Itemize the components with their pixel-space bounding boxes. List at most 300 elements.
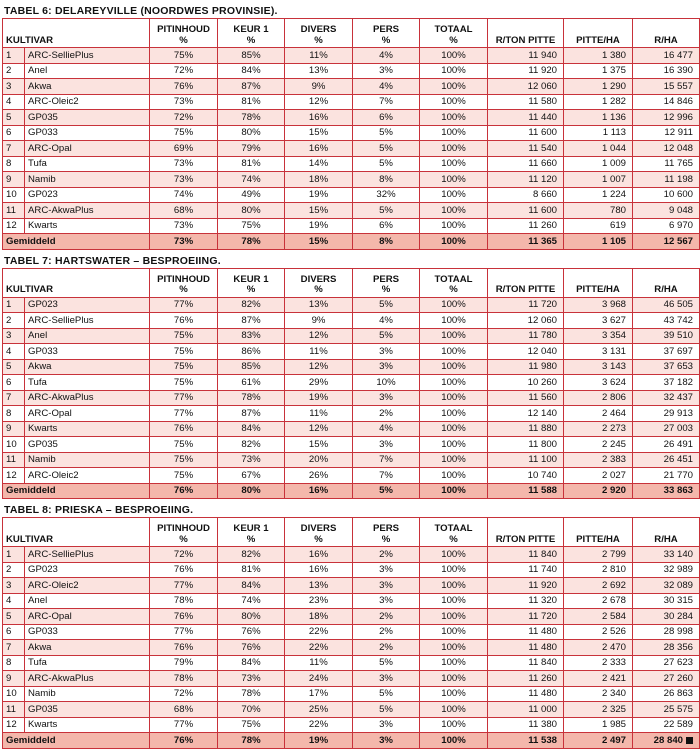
- table-row: [3, 686, 700, 702]
- table-cell: 9 048: [633, 203, 700, 219]
- table-cell: 37 182: [633, 375, 700, 391]
- table-cell: 76%: [150, 79, 218, 95]
- column-header: PERS %: [353, 19, 420, 48]
- table-cell: 3%: [353, 593, 420, 609]
- table-cell: 100%: [420, 110, 488, 126]
- average-value: 11 588: [528, 485, 558, 497]
- table-cell: 78%: [218, 390, 285, 406]
- table-cell: 3 968: [564, 297, 633, 313]
- table-cell: 67%: [218, 468, 285, 484]
- table-cell: 11 480: [488, 640, 564, 656]
- table-cell: 2: [3, 562, 25, 578]
- table-cell: Akwa: [25, 359, 150, 375]
- table-cell: 100%: [420, 328, 488, 344]
- table-cell: 81%: [218, 94, 285, 110]
- table-cell: 11 580: [488, 94, 564, 110]
- average-cell: [150, 733, 218, 749]
- average-value: 100%: [441, 734, 466, 746]
- table-section: [0, 0, 700, 250]
- table-row: [3, 717, 700, 733]
- average-cell: [218, 234, 285, 250]
- table-cell: 24%: [285, 671, 353, 687]
- column-header: DIVERS %: [285, 268, 353, 297]
- table-cell: 3 143: [564, 359, 633, 375]
- table-cell: 9%: [285, 79, 353, 95]
- table-section: [0, 499, 700, 749]
- table-cell: ARC-Opal: [25, 406, 150, 422]
- table-cell: 8: [3, 406, 25, 422]
- table-row: [3, 671, 700, 687]
- average-value: 5%: [379, 485, 393, 497]
- table-cell: 3%: [353, 390, 420, 406]
- table-cell: 12%: [285, 328, 353, 344]
- table-cell: 73%: [150, 94, 218, 110]
- table-cell: 85%: [218, 48, 285, 64]
- table-row: [3, 63, 700, 79]
- table-cell: 8: [3, 156, 25, 172]
- average-cell: [488, 483, 564, 499]
- average-value: 16%: [308, 485, 329, 497]
- average-cell: [353, 733, 420, 749]
- average-cell: [488, 234, 564, 250]
- table-cell: 22%: [285, 624, 353, 640]
- table-cell: 3%: [353, 359, 420, 375]
- table-cell: 76%: [150, 640, 218, 656]
- table-cell: 100%: [420, 313, 488, 329]
- table-cell: 11 100: [488, 452, 564, 468]
- average-value: 3%: [379, 734, 393, 746]
- table-row: [3, 547, 700, 563]
- table-cell: 5%: [353, 655, 420, 671]
- table-cell: 27 260: [633, 671, 700, 687]
- data-table: [2, 18, 700, 250]
- table-cell: 75%: [150, 468, 218, 484]
- table-cell: 100%: [420, 79, 488, 95]
- column-header: PITTE/HA: [564, 518, 633, 547]
- table-cell: GP035: [25, 110, 150, 126]
- table-cell: 12 911: [633, 125, 700, 141]
- average-value: 2 497: [602, 734, 627, 746]
- table-cell: 10%: [353, 375, 420, 391]
- average-value: 33 863: [663, 485, 694, 497]
- table-cell: 29 913: [633, 406, 700, 422]
- table-row: [3, 359, 700, 375]
- table-cell: 10: [3, 437, 25, 453]
- table-cell: 1 375: [564, 63, 633, 79]
- table-cell: 6: [3, 125, 25, 141]
- column-header: PERS %: [353, 268, 420, 297]
- column-header: KEUR 1 %: [218, 518, 285, 547]
- table-cell: 2%: [353, 624, 420, 640]
- table-cell: Kwarts: [25, 717, 150, 733]
- table-cell: GP033: [25, 125, 150, 141]
- average-cell: [420, 483, 488, 499]
- table-cell: ARC-AkwaPlus: [25, 203, 150, 219]
- table-cell: 20%: [285, 452, 353, 468]
- table-cell: 25 575: [633, 702, 700, 718]
- column-header: R/TON PITTE: [488, 518, 564, 547]
- column-header: PITINHOUD %: [150, 518, 218, 547]
- table-cell: 81%: [218, 156, 285, 172]
- table-cell: 11 880: [488, 421, 564, 437]
- table-cell: 74%: [150, 187, 218, 203]
- table-cell: 3%: [353, 63, 420, 79]
- table-cell: 10 740: [488, 468, 564, 484]
- table-cell: 15%: [285, 437, 353, 453]
- table-cell: 16 390: [633, 63, 700, 79]
- table-cell: 49%: [218, 187, 285, 203]
- table-cell: 100%: [420, 640, 488, 656]
- table-cell: 5: [3, 110, 25, 126]
- table-cell: Tufa: [25, 655, 150, 671]
- table-cell: 29%: [285, 375, 353, 391]
- table-cell: 9: [3, 671, 25, 687]
- table-cell: 11%: [285, 655, 353, 671]
- average-cell: [285, 483, 353, 499]
- table-cell: 39 510: [633, 328, 700, 344]
- table-cell: 16%: [285, 562, 353, 578]
- table-cell: 4: [3, 593, 25, 609]
- table-cell: Namib: [25, 452, 150, 468]
- column-header: KEUR 1 %: [218, 268, 285, 297]
- table-cell: 5: [3, 359, 25, 375]
- table-cell: 1 044: [564, 141, 633, 157]
- average-value: 100%: [441, 235, 466, 247]
- table-cell: 6%: [353, 218, 420, 234]
- table-cell: 3%: [353, 344, 420, 360]
- table-cell: 2 245: [564, 437, 633, 453]
- table-row: [3, 578, 700, 594]
- table-cell: 1 282: [564, 94, 633, 110]
- table-cell: 12: [3, 717, 25, 733]
- table-cell: 100%: [420, 686, 488, 702]
- table-cell: 14 846: [633, 94, 700, 110]
- table-cell: 7: [3, 390, 25, 406]
- table-cell: 100%: [420, 421, 488, 437]
- table-cell: 32%: [353, 187, 420, 203]
- table-section: [0, 250, 700, 500]
- average-value: 11 538: [528, 734, 558, 746]
- table-cell: 5%: [353, 156, 420, 172]
- table-cell: 10: [3, 686, 25, 702]
- table-cell: 80%: [218, 125, 285, 141]
- table-cell: 1 113: [564, 125, 633, 141]
- table-cell: 10 600: [633, 187, 700, 203]
- table-cell: 1 380: [564, 48, 633, 64]
- table-cell: 3%: [353, 562, 420, 578]
- table-cell: GP033: [25, 624, 150, 640]
- average-row: [3, 234, 700, 250]
- table-title: TABEL 6: DELAREYVILLE (NOORDWES PROVINSIE).: [4, 5, 278, 17]
- table-cell: 76%: [218, 640, 285, 656]
- average-cell: [150, 483, 218, 499]
- table-cell: 1 009: [564, 156, 633, 172]
- table-cell: 13%: [285, 297, 353, 313]
- table-cell: 73%: [150, 172, 218, 188]
- table-cell: 100%: [420, 578, 488, 594]
- table-cell: 100%: [420, 717, 488, 733]
- table-cell: 1: [3, 547, 25, 563]
- table-cell: 26 863: [633, 686, 700, 702]
- table-cell: 11%: [285, 344, 353, 360]
- table-cell: 11 480: [488, 624, 564, 640]
- table-cell: 73%: [218, 452, 285, 468]
- table-cell: 77%: [150, 717, 218, 733]
- table-cell: 11 120: [488, 172, 564, 188]
- average-cell: [3, 234, 150, 250]
- column-header: KULTIVAR: [3, 268, 150, 297]
- table-cell: 32 089: [633, 578, 700, 594]
- table-cell: GP023: [25, 562, 150, 578]
- table-cell: 75%: [150, 437, 218, 453]
- table-cell: 6 970: [633, 218, 700, 234]
- table-cell: 76%: [150, 562, 218, 578]
- table-cell: 22 589: [633, 717, 700, 733]
- table-cell: 5%: [353, 125, 420, 141]
- table-row: [3, 421, 700, 437]
- table-cell: 7%: [353, 468, 420, 484]
- table-cell: 100%: [420, 187, 488, 203]
- table-cell: 12%: [285, 421, 353, 437]
- table-cell: 3 627: [564, 313, 633, 329]
- table-cell: 43 742: [633, 313, 700, 329]
- table-cell: 100%: [420, 547, 488, 563]
- table-cell: 4%: [353, 421, 420, 437]
- table-cell: GP035: [25, 702, 150, 718]
- table-cell: 2 806: [564, 390, 633, 406]
- table-row: [3, 125, 700, 141]
- table-cell: Tufa: [25, 375, 150, 391]
- table-cell: 87%: [218, 406, 285, 422]
- table-cell: 2 464: [564, 406, 633, 422]
- average-cell: [353, 234, 420, 250]
- table-cell: 3: [3, 79, 25, 95]
- table-cell: 75%: [150, 344, 218, 360]
- table-cell: 22%: [285, 640, 353, 656]
- table-cell: ARC-AkwaPlus: [25, 671, 150, 687]
- table-cell: 26 451: [633, 452, 700, 468]
- table-row: [3, 297, 700, 313]
- column-header: PITINHOUD %: [150, 19, 218, 48]
- table-cell: 77%: [150, 390, 218, 406]
- table-cell: 11 800: [488, 437, 564, 453]
- table-cell: 2 810: [564, 562, 633, 578]
- average-value: 28 840: [653, 734, 684, 746]
- table-cell: 5%: [353, 328, 420, 344]
- table-cell: Akwa: [25, 79, 150, 95]
- table-cell: 100%: [420, 203, 488, 219]
- table-row: [3, 468, 700, 484]
- average-cell: [488, 733, 564, 749]
- table-cell: 12 060: [488, 79, 564, 95]
- table-cell: 2: [3, 63, 25, 79]
- table-cell: 22%: [285, 717, 353, 733]
- table-cell: 11 840: [488, 547, 564, 563]
- table-cell: 2 692: [564, 578, 633, 594]
- table-cell: 11%: [285, 48, 353, 64]
- table-cell: ARC-Opal: [25, 609, 150, 625]
- table-cell: 5%: [353, 297, 420, 313]
- average-value: 73%: [173, 235, 194, 247]
- table-cell: 76%: [150, 313, 218, 329]
- table-cell: 11 920: [488, 578, 564, 594]
- table-cell: 8%: [353, 172, 420, 188]
- table-cell: 1 290: [564, 79, 633, 95]
- table-cell: ARC-AkwaPlus: [25, 390, 150, 406]
- average-value: 19%: [308, 734, 329, 746]
- table-cell: ARC-SelliePlus: [25, 547, 150, 563]
- table-cell: Tufa: [25, 156, 150, 172]
- table-cell: 11 780: [488, 328, 564, 344]
- table-cell: 30 284: [633, 609, 700, 625]
- table-cell: 4%: [353, 313, 420, 329]
- average-cell: [218, 733, 285, 749]
- column-header: PITTE/HA: [564, 19, 633, 48]
- table-cell: 10: [3, 187, 25, 203]
- average-cell: [633, 483, 700, 499]
- table-cell: 19%: [285, 390, 353, 406]
- table-cell: 100%: [420, 406, 488, 422]
- table-cell: 33 140: [633, 547, 700, 563]
- table-cell: 100%: [420, 141, 488, 157]
- average-value: 8%: [379, 235, 393, 247]
- table-cell: 82%: [218, 297, 285, 313]
- table-cell: 100%: [420, 468, 488, 484]
- table-cell: 78%: [150, 671, 218, 687]
- table-cell: 100%: [420, 437, 488, 453]
- table-cell: ARC-Oleic2: [25, 468, 150, 484]
- table-cell: 80%: [218, 203, 285, 219]
- table-cell: 12%: [285, 359, 353, 375]
- table-cell: 100%: [420, 375, 488, 391]
- table-cell: 15%: [285, 125, 353, 141]
- table-cell: 12%: [285, 94, 353, 110]
- table-cell: 23%: [285, 593, 353, 609]
- table-row: [3, 94, 700, 110]
- table-cell: 11 600: [488, 125, 564, 141]
- table-cell: 68%: [150, 203, 218, 219]
- table-cell: 5%: [353, 702, 420, 718]
- table-cell: 77%: [150, 297, 218, 313]
- table-cell: 5%: [353, 141, 420, 157]
- table-cell: 18%: [285, 609, 353, 625]
- average-value: 76%: [173, 485, 194, 497]
- table-cell: 75%: [150, 359, 218, 375]
- table-cell: 1 007: [564, 172, 633, 188]
- table-row: [3, 141, 700, 157]
- table-cell: 11 540: [488, 141, 564, 157]
- table-cell: 76%: [150, 609, 218, 625]
- table-cell: 100%: [420, 156, 488, 172]
- table-cell: 11 380: [488, 717, 564, 733]
- average-cell: [353, 483, 420, 499]
- table-cell: 75%: [218, 218, 285, 234]
- column-header: DIVERS %: [285, 19, 353, 48]
- table-cell: 11: [3, 203, 25, 219]
- table-cell: 100%: [420, 218, 488, 234]
- table-cell: 84%: [218, 421, 285, 437]
- table-cell: 12 040: [488, 344, 564, 360]
- table-cell: 16%: [285, 141, 353, 157]
- table-row: [3, 406, 700, 422]
- table-cell: 7%: [353, 452, 420, 468]
- table-cell: 2 799: [564, 547, 633, 563]
- table-cell: 4%: [353, 79, 420, 95]
- table-cell: 78%: [218, 686, 285, 702]
- column-header: R/TON PITTE: [488, 268, 564, 297]
- data-table: [2, 517, 700, 749]
- table-row: [3, 110, 700, 126]
- table-cell: 5: [3, 609, 25, 625]
- table-cell: 73%: [218, 671, 285, 687]
- table-cell: 2%: [353, 406, 420, 422]
- table-row: [3, 79, 700, 95]
- table-cell: 37 653: [633, 359, 700, 375]
- table-cell: 12: [3, 468, 25, 484]
- table-cell: GP035: [25, 437, 150, 453]
- table-cell: 1: [3, 297, 25, 313]
- table-cell: 100%: [420, 390, 488, 406]
- table-cell: 6%: [353, 110, 420, 126]
- average-cell: [564, 483, 633, 499]
- table-cell: 100%: [420, 593, 488, 609]
- table-row: [3, 344, 700, 360]
- table-cell: Namib: [25, 686, 150, 702]
- table-row: [3, 203, 700, 219]
- column-header: R/HA: [633, 518, 700, 547]
- table-title: TABEL 8: PRIESKA – BESPROEIING.: [4, 504, 194, 516]
- table-cell: 82%: [218, 547, 285, 563]
- table-cell: 77%: [150, 406, 218, 422]
- table-cell: 11: [3, 702, 25, 718]
- table-cell: 72%: [150, 686, 218, 702]
- header-row: [3, 19, 700, 48]
- table-row: [3, 48, 700, 64]
- table-cell: 73%: [150, 218, 218, 234]
- table-cell: 2%: [353, 547, 420, 563]
- column-header: DIVERS %: [285, 518, 353, 547]
- table-cell: 26 491: [633, 437, 700, 453]
- table-cell: 11 740: [488, 562, 564, 578]
- average-cell: [564, 733, 633, 749]
- table-cell: 11 000: [488, 702, 564, 718]
- table-cell: 26%: [285, 468, 353, 484]
- table-cell: 2 470: [564, 640, 633, 656]
- table-cell: 84%: [218, 578, 285, 594]
- table-row: [3, 609, 700, 625]
- table-cell: 11 320: [488, 593, 564, 609]
- table-cell: 84%: [218, 655, 285, 671]
- table-row: [3, 328, 700, 344]
- average-cell: [633, 733, 700, 749]
- table-cell: 8: [3, 655, 25, 671]
- table-cell: Anel: [25, 593, 150, 609]
- average-cell: [633, 234, 700, 250]
- average-value: 78%: [241, 734, 261, 746]
- table-cell: 2 584: [564, 609, 633, 625]
- average-value: Gemiddeld: [6, 235, 56, 247]
- header-row: [3, 268, 700, 297]
- table-cell: 11 560: [488, 390, 564, 406]
- table-cell: 100%: [420, 562, 488, 578]
- table-cell: Kwarts: [25, 218, 150, 234]
- table-cell: 25%: [285, 702, 353, 718]
- end-mark-icon: [686, 737, 693, 744]
- average-cell: [420, 733, 488, 749]
- table-cell: 11 480: [488, 686, 564, 702]
- table-row: [3, 624, 700, 640]
- table-cell: 27 623: [633, 655, 700, 671]
